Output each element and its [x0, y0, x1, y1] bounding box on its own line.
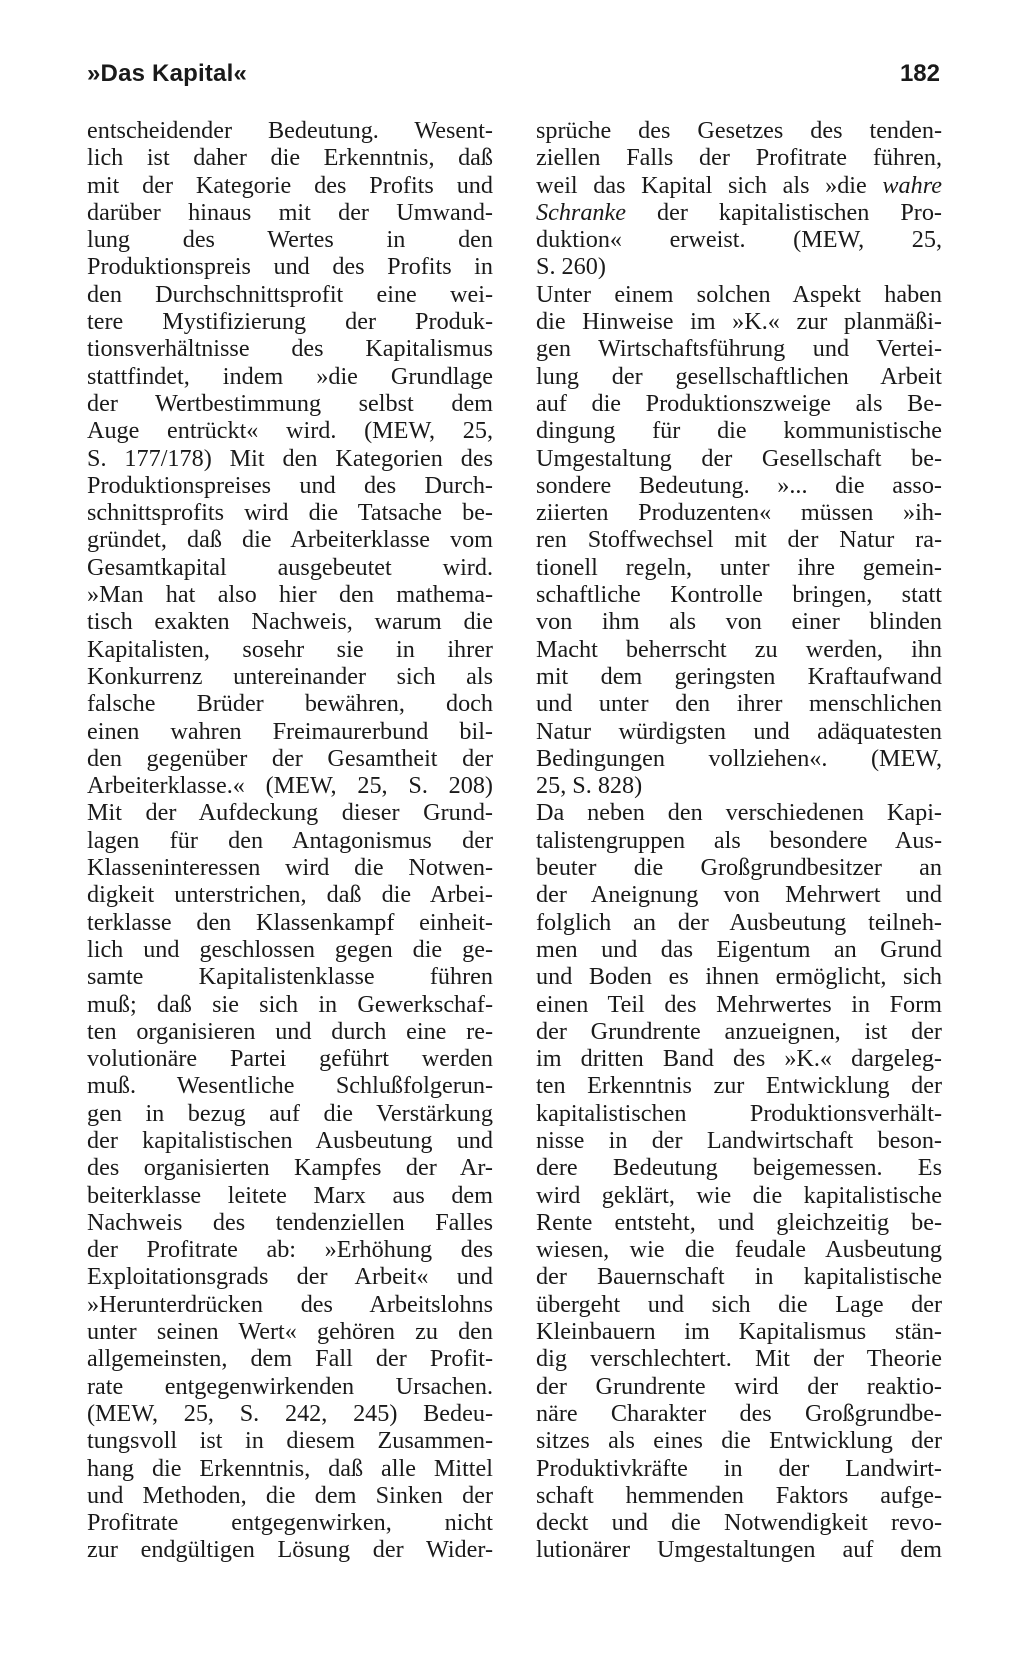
text-line: entscheidender Bedeutung. Wesent-: [87, 117, 493, 144]
text-line: Auge entrückt« wird. (MEW, 25,: [87, 417, 493, 445]
text-line: digkeit unterstrichen, daß die Arbei-: [87, 881, 493, 909]
text-line: der Aneignung von Mehrwert und: [536, 881, 942, 909]
text-line: lutionärer Umgestaltungen auf dem: [536, 1536, 942, 1564]
text-line: volutionäre Partei geführt werden: [87, 1045, 493, 1073]
text-line: samte Kapitalistenklasse führen: [87, 963, 493, 991]
text-line: weil das Kapital sich als »die wahre: [536, 171, 942, 199]
text-line: ren Stoffwechsel mit der Natur ra-: [536, 526, 942, 554]
text-line: dig verschlechtert. Mit der Theorie: [536, 1345, 942, 1373]
text-line: die Hinweise im »K.« zur planmäßi-: [536, 308, 942, 336]
text-line: mit der Kategorie des Profits und: [87, 171, 493, 199]
text-line: tungsvoll ist in diesem Zusammen-: [87, 1427, 493, 1455]
text-line: falsche Brüder bewähren, doch: [87, 690, 493, 718]
text-line: Schranke der kapitalistischen Pro-: [536, 198, 942, 226]
text-line: sitzes als eines die Entwicklung der: [536, 1427, 942, 1455]
text-line: Rente entsteht, und gleichzeitig be-: [536, 1208, 942, 1236]
text-line: wiesen, wie die feudale Ausbeutung: [536, 1236, 942, 1264]
text-line: ziellen Falls der Profitrate führen,: [536, 144, 942, 172]
text-line: der Grundrente wird der reaktio-: [536, 1372, 942, 1400]
text-line: im dritten Band des »K.« dargeleg-: [536, 1045, 942, 1073]
text-line: einen Teil des Mehrwertes in Form: [536, 990, 942, 1018]
text-line: Exploitationsgrads der Arbeit« und: [87, 1263, 493, 1291]
text-line: terklasse den Klassenkampf einheit-: [87, 908, 493, 936]
text-line: allgemeinsten, dem Fall der Profit-: [87, 1345, 493, 1373]
text-line: tisch exakten Nachweis, warum die: [87, 608, 493, 636]
text-line: ziierten Produzenten« müssen »ih-: [536, 499, 942, 527]
text-line: zur endgültigen Lösung der Wider-: [87, 1536, 493, 1564]
text-line: lung der gesellschaftlichen Arbeit: [536, 362, 942, 390]
text-line: auf die Produktionszweige als Be-: [536, 389, 942, 417]
text-line: kapitalistischen Produktionsverhält-: [536, 1099, 942, 1127]
text-line: gründet, daß die Arbeiterklasse vom: [87, 526, 493, 554]
text-line: dere Bedeutung beigemessen. Es: [536, 1154, 942, 1182]
text-line: Produktionspreises und des Durch-: [87, 471, 493, 499]
text-line: lung des Wertes in den: [87, 226, 493, 254]
text-line: dingung für die kommunistische: [536, 417, 942, 445]
text-line: sondere Bedeutung. »... die asso-: [536, 471, 942, 499]
text-line: des organisierten Kampfes der Ar-: [87, 1154, 493, 1182]
text-line: men und das Eigentum an Grund: [536, 935, 942, 963]
text-line: übergeht und sich die Lage der: [536, 1290, 942, 1318]
page-number: 182: [899, 60, 940, 87]
text-line: Konkurrenz untereinander sich als: [87, 662, 493, 690]
text-line: einen wahren Freimaurerbund bil-: [87, 717, 493, 745]
text-line: »Man hat also hier den mathema-: [87, 581, 493, 609]
text-line: der kapitalistischen Ausbeutung und: [87, 1126, 493, 1154]
text-line: beuter die Großgrundbesitzer an: [536, 854, 942, 882]
text-line: 25, S. 828): [536, 772, 643, 800]
text-line: S. 260): [536, 253, 606, 281]
text-line: den gegenüber der Gesamtheit der: [87, 744, 493, 772]
text-line: tionsverhältnisse des Kapitalismus: [87, 335, 493, 363]
text-line: muß; daß sie sich in Gewerkschaf-: [87, 990, 493, 1018]
text-line: hang die Erkenntnis, daß alle Mittel: [87, 1454, 493, 1482]
text-line: lich und geschlossen gegen die ge-: [87, 935, 493, 963]
text-line: Umgestaltung der Gesellschaft be-: [536, 444, 942, 472]
text-line: der Profitrate ab: »Erhöhung des: [87, 1236, 493, 1264]
text-line: tionell regeln, unter ihre gemein-: [536, 553, 942, 581]
text-line: wird geklärt, wie die kapitalistische: [536, 1181, 942, 1209]
text-line: talistengruppen als besondere Aus-: [536, 826, 942, 854]
text-line: Unter einem solchen Aspekt haben: [536, 280, 942, 308]
text-line: Da neben den verschiedenen Kapi-: [536, 799, 942, 827]
text-line: der Grundrente anzueignen, ist der: [536, 1017, 942, 1045]
text-line: »Herunterdrücken des Arbeitslohns: [87, 1290, 493, 1318]
text-line: den Durchschnittsprofit eine wei-: [87, 280, 493, 308]
text-line: deckt und die Notwendigkeit revo-: [536, 1509, 942, 1537]
text-line: mit dem geringsten Kraftaufwand: [536, 662, 942, 690]
text-line: näre Charakter des Großgrundbe-: [536, 1399, 942, 1427]
text-line: Kapitalisten, sosehr sie in ihrer: [87, 635, 493, 663]
text-line: sprüche des Gesetzes des tenden-: [536, 117, 942, 144]
text-line: gen in bezug auf die Verstärkung: [87, 1099, 493, 1127]
text-line: der Wertbestimmung selbst dem: [87, 389, 493, 417]
text-line: schnittsprofits wird die Tatsache be-: [87, 499, 493, 527]
text-line: und Methoden, die dem Sinken der: [87, 1481, 493, 1509]
text-line: tere Mystifizierung der Produk-: [87, 308, 493, 336]
text-line: gen Wirtschaftsführung und Vertei-: [536, 335, 942, 363]
text-line: lagen für den Antagonismus der: [87, 826, 493, 854]
text-line: S. 177/178) Mit den Kategorien des: [87, 444, 493, 472]
text-line: Kleinbauern im Kapitalismus stän-: [536, 1318, 942, 1346]
text-line: und unter den ihrer menschlichen: [536, 690, 942, 718]
text-line: unter seinen Wert« gehören zu den: [87, 1318, 493, 1346]
text-line: Bedingungen vollziehen«. (MEW,: [536, 744, 942, 772]
text-line: (MEW, 25, S. 242, 245) Bedeu-: [87, 1399, 493, 1427]
text-line: rate entgegenwirkenden Ursachen.: [87, 1372, 493, 1400]
text-line: stattfindet, indem »die Grundlage: [87, 362, 493, 390]
text-line: schaft hemmenden Faktors aufge-: [536, 1481, 942, 1509]
text-line: Profitrate entgegenwirken, nicht: [87, 1509, 493, 1537]
left-text-column: [87, 117, 493, 1564]
text-line: folglich an der Ausbeutung teilneh-: [536, 908, 942, 936]
right-text-column: [536, 117, 942, 1564]
text-line: lich ist daher die Erkenntnis, daß: [87, 144, 493, 172]
text-line: nisse in der Landwirtschaft beson-: [536, 1126, 942, 1154]
text-line: Nachweis des tendenziellen Falles: [87, 1208, 493, 1236]
text-line: und Boden es ihnen ermöglicht, sich: [536, 963, 942, 991]
text-line: Produktivkräfte in der Landwirt-: [536, 1454, 942, 1482]
text-line: Mit der Aufdeckung dieser Grund-: [87, 799, 493, 827]
running-head: »Das Kapital«: [87, 60, 248, 87]
text-line: Klasseninteressen wird die Notwen-: [87, 854, 493, 882]
text-line: der Bauernschaft in kapitalistische: [536, 1263, 942, 1291]
text-line: von ihm als von einer blinden: [536, 608, 942, 636]
text-line: Produktionspreis und des Profits in: [87, 253, 493, 281]
page-header: [87, 60, 940, 96]
text-line: darüber hinaus mit der Umwand-: [87, 198, 493, 226]
text-line: Gesamtkapital ausgebeutet wird.: [87, 553, 493, 581]
text-line: Arbeiterklasse.« (MEW, 25, S. 208): [87, 772, 493, 800]
text-line: Macht beherrscht zu werden, ihn: [536, 635, 942, 663]
text-line: schaftliche Kontrolle bringen, statt: [536, 581, 942, 609]
text-line: ten Erkenntnis zur Entwicklung der: [536, 1072, 942, 1100]
text-line: beiterklasse leitete Marx aus dem: [87, 1181, 493, 1209]
text-line: muß. Wesentliche Schlußfolgerun-: [87, 1072, 493, 1100]
text-line: duktion« erweist. (MEW, 25,: [536, 226, 942, 254]
text-line: Natur würdigsten und adäquatesten: [536, 717, 942, 745]
text-line: ten organisieren und durch eine re-: [87, 1017, 493, 1045]
